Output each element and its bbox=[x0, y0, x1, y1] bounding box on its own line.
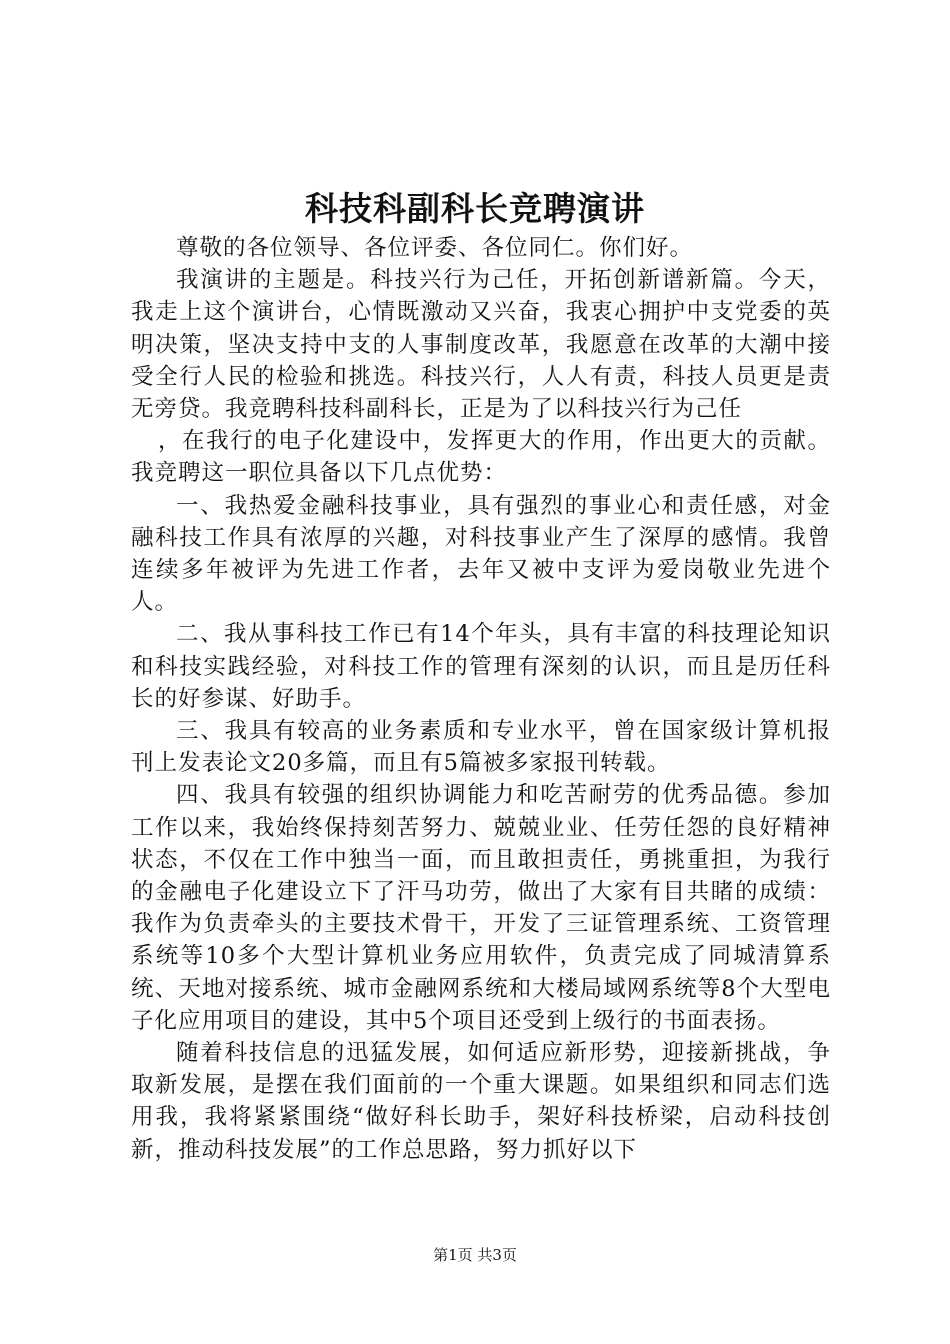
paragraph-advantage-4: 四、我具有较强的组织协调能力和吃苦耐劳的优秀品德。参加工作以来，我始终保持刻苦努力、兢兢业业、任劳任怨的良好精神状态，不仅在工作中独当一面，而且敢担责任，勇挑重担，为我行的金融电子化建设立下了汗马功劳，做出了大家有目共睹的成绩：我作为负责牵头的主要技术骨干，开发了三证管理系统、工资管理系统等10多个大型计算机业务应用软件，负责完成了同城清算系统、天地对接系统、城市金融网系统和大楼局域网系统等8个大型电子化应用项目的建设，其中5个项目还受到上级行的书面表扬。 bbox=[131, 782, 831, 1034]
paragraph-theme: 我演讲的主题是。科技兴行为己任，开拓创新谱新篇。今天，我走上这个演讲台，心情既激动又兴奋，我衷心拥护中支党委的英明决策，坚决支持中支的人事制度改革，我愿意在改革的大潮中接受全行人民的检验和挑选。科技兴行，人人有责，科技人员更是责无旁贷。我竞聘科技科副科长，正是为了以科技兴行为己任 bbox=[131, 267, 831, 423]
paragraph-outlook: 随着科技信息的迅猛发展，如何适应新形势，迎接新挑战，争取新发展，是摆在我们面前的一个重大课题。如果组织和同志们选用我，我将紧紧围绕“做好科长助手，架好科技桥梁，启动科技创新，推动科技发展”的工作总思路，努力抓好以下 bbox=[131, 1040, 831, 1163]
document-body bbox=[131, 232, 831, 1166]
page-number-footer: 第1页 共3页 bbox=[433, 1246, 517, 1264]
paragraph-contribution: ，在我行的电子化建设中，发挥更大的作用，作出更大的贡献。我竞聘这一职位具备以下几点优势： bbox=[131, 428, 831, 487]
paragraph-advantage-2: 二、我从事科技工作已有14个年头，具有丰富的科技理论知识和科技实践经验，对科技工作的管理有深刻的认识，而且是历任科长的好参谋、好助手。 bbox=[131, 621, 831, 712]
paragraph-advantage-3: 三、我具有较高的业务素质和专业水平，曾在国家级计算机报刊上发表论文20多篇，而且有5篇被多家报刊转载。 bbox=[131, 718, 831, 777]
paragraph-advantage-1: 一、我热爱金融科技事业，具有强烈的事业心和责任感，对金融科技工作具有浓厚的兴趣，对科技事业产生了深厚的感情。我曾连续多年被评为先进工作者，去年又被中支评为爱岗敬业先进个人。 bbox=[131, 492, 831, 616]
document-title: 科技科副科长竞聘演讲 bbox=[305, 189, 645, 228]
paragraph-greeting: 尊敬的各位领导、各位评委、各位同仁。你们好。 bbox=[176, 235, 694, 261]
